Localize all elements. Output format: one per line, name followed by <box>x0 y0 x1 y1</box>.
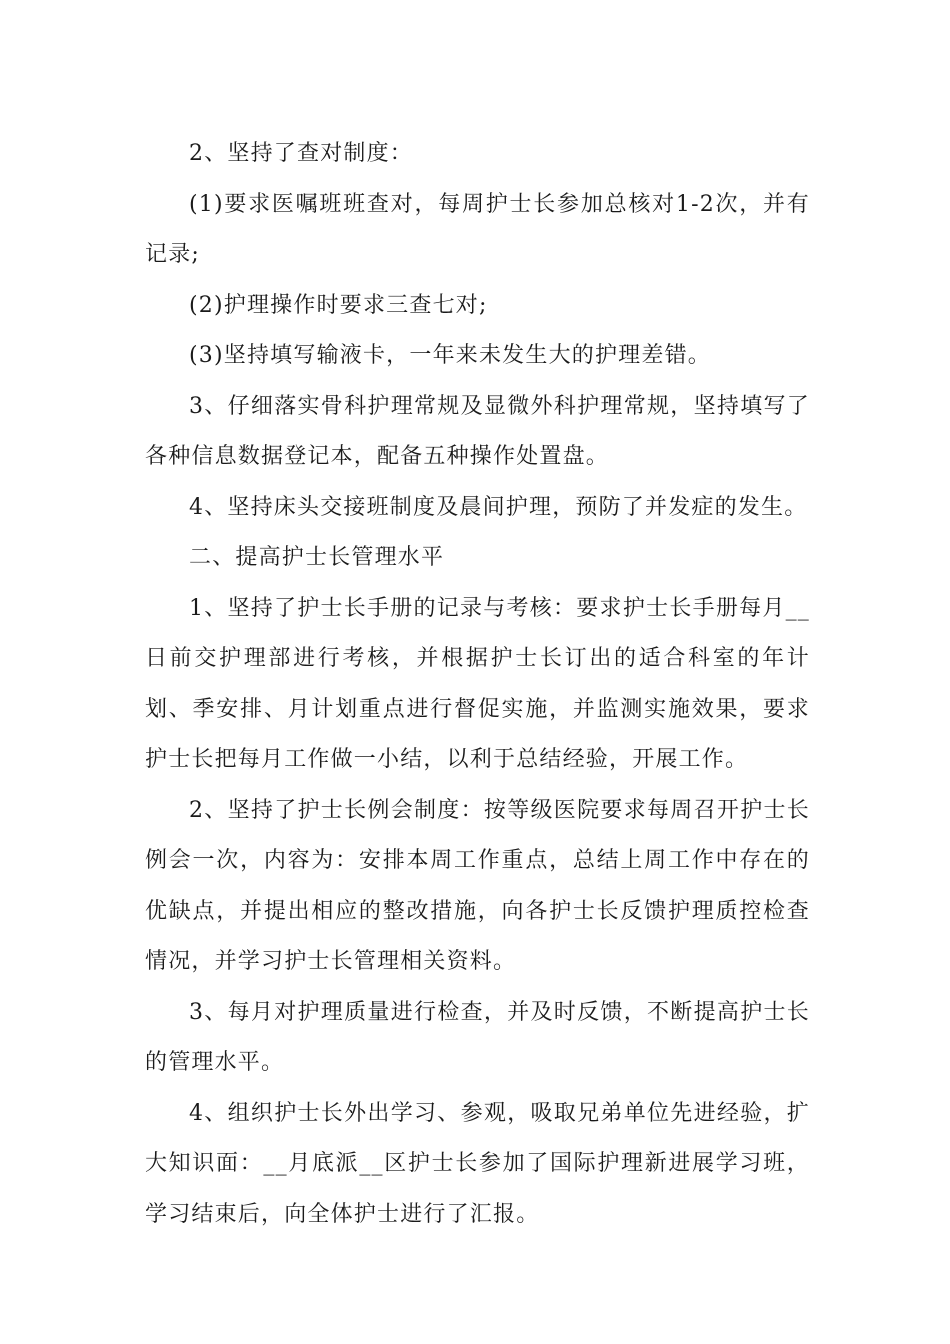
paragraph-head-nurse-manual: 1、坚持了护士长手册的记录与考核：要求护士长手册每月__日前交护理部进行考核，并根据护士长订出的适合科室的年计划、季安排、月计划重点进行督促实施，并监测实施效果，要求护士长把每月工作做一小结，以利于总结经验，开展工作。 <box>145 595 810 772</box>
section-heading-management: 二、提高护士长管理水平 <box>189 545 445 570</box>
paragraph-check-item-1: (1)要求医嘱班班查对，每周护士长参加总核对1-2次，并有记录; <box>145 191 810 267</box>
paragraph-bedside-handover: 4、坚持床头交接班制度及晨间护理，预防了并发症的发生。 <box>189 494 808 520</box>
paragraph-check-item-3: (3)坚持填写输液卡，一年来未发生大的护理差错。 <box>189 343 711 368</box>
paragraph-check-item-2: (2)护理操作时要求三查七对; <box>189 292 488 318</box>
paragraph-external-study: 4、组织护士长外出学习、参观，吸取兄弟单位先进经验，扩大知识面：__月底派__区护士长参加了国际护理新进展学习班，学习结束后，向全体护士进行了汇报。 <box>145 1100 810 1227</box>
document-body <box>145 129 810 1240</box>
paragraph-monthly-inspection: 3、每月对护理质量进行检查，并及时反馈，不断提高护士长的管理水平。 <box>145 999 810 1075</box>
paragraph-orthopedic-routine: 3、仔细落实骨科护理常规及显微外科护理常规，坚持填写了各种信息数据登记本，配备五种操作处置盘。 <box>145 393 810 469</box>
paragraph-check-system: 2、坚持了查对制度： <box>189 141 413 166</box>
paragraph-head-nurse-meeting: 2、坚持了护士长例会制度：按等级医院要求每周召开护士长例会一次，内容为：安排本周工作重点，总结上周工作中存在的优缺点，并提出相应的整改措施，向各护士长反馈护理质控检查情况，并学习护士长管理相关资料。 <box>145 797 810 974</box>
